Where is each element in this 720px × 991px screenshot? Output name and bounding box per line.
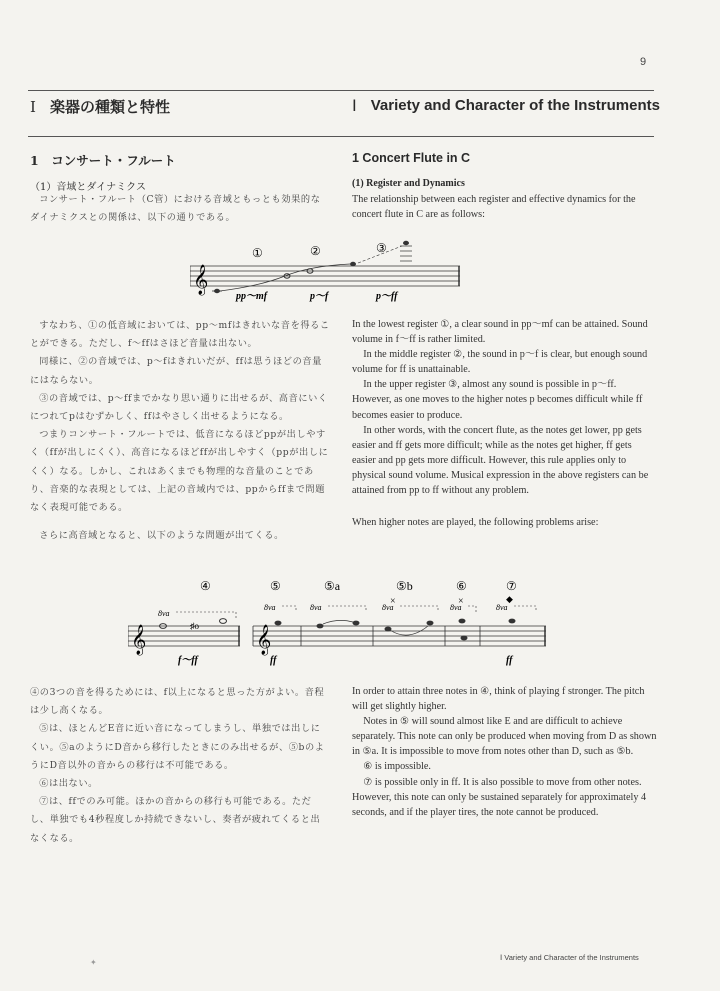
- ja-chapter-title: [30, 96, 170, 117]
- en-chapter-title: [352, 96, 661, 116]
- en-register-para-2: In the middle register ②, the sound in p～f is clear, but enough sound volume for ff is unattainable.: [352, 349, 648, 376]
- en-high-para-2: Notes in ⑤ will sound almost like E and are difficult to achieve separately. This note can only be produced when moving from D as shown in ⑤a. It is impossible to move from notes other than D, such as ⑤b.: [352, 716, 657, 758]
- high-register-staff: [128, 574, 548, 670]
- ja-lead-text: さらに高音域となると、以下のような問題が出てくる。: [39, 530, 284, 541]
- notes-5: [275, 621, 282, 626]
- ja-register-para-2: 同様に、②の音域では、p～fはきれいだが、ffは思うほどの音量にはならない。: [30, 356, 322, 386]
- en-high-para-4: ⑦ is possible only in ff. It is also possible to move from other notes. However, this note can only be sustained separately for approximately 4 seconds, and if the player tires, the note cannot be produced.: [352, 776, 647, 818]
- staff-lines: [190, 266, 460, 286]
- ottava-6: 8va: [496, 603, 508, 612]
- mark-4: ④: [200, 579, 211, 593]
- en-register-para-4: In other words, with the concert flute, as the notes get lower, pp gets easier and ff gets more difficult; while as the notes get higher, ff gets easier and pp gets more difficult. However, this rule applies only to physical sound volume. Musical expression in the above registers can be attained from pp to ff without any problem.: [352, 424, 649, 497]
- ottava-5: 8va: [450, 603, 462, 612]
- en-lead-text: When higher notes are played, the following problems arise:: [352, 517, 599, 528]
- ja-chapter-roman: Ⅰ: [30, 98, 36, 116]
- mark-5a: ⑤a: [324, 579, 341, 593]
- svg-text:×: ×: [390, 596, 396, 607]
- en-subsection-title: (1) Register and Dynamics: [352, 178, 465, 189]
- treble-clef-icon: 𝄞: [193, 265, 209, 294]
- ja-high-para-4: ⑦は、ffでのみ可能。ほかの音からの移行も可能である。ただし、単独でも4秒程度しか持続できないし、奏者が疲れてくると出なくなる。: [30, 796, 321, 844]
- notes-6: [458, 596, 468, 640]
- ja-high-para-1: ④の3つの音を得るためには、f以上になると思った方がよい。音程は少し高くなる。: [30, 687, 325, 717]
- note-high-1: [350, 262, 356, 266]
- en-intro-text: The relationship between each register and effective dynamics for the concert flute in C are as follows:: [352, 194, 636, 221]
- note-high-2: [403, 241, 409, 245]
- ottava-4: 8va: [382, 603, 394, 612]
- mark-6: ⑥: [456, 579, 467, 593]
- ottava-marks: [158, 603, 508, 618]
- mark-5b: ⑤b: [396, 579, 413, 593]
- ledger-lines-high: [400, 246, 412, 261]
- en-lead: [352, 515, 657, 530]
- en-intro: [352, 192, 657, 222]
- register-mark-3: ③: [376, 241, 387, 255]
- dynamic-5: ff: [270, 655, 277, 666]
- en-high-para-3: ⑥ is impossible.: [363, 761, 431, 773]
- note-low: [214, 289, 220, 293]
- svg-text:◆: ◆: [506, 594, 513, 604]
- bottom-rule: [28, 136, 654, 137]
- running-footer: Ⅰ Variety and Character of the Instruments: [500, 953, 639, 962]
- ja-high-para-2: ⑤は、ほとんどE音に近い音になってしまうし、単独では出しにくい。⑤aのようにD音から移行したときにのみ出せるが、⑤bのようにD音以外の音からの移行は不可能である。: [30, 723, 325, 771]
- ottava-1: 8va: [158, 609, 170, 618]
- mark-7: ⑦: [506, 579, 517, 593]
- en-register-para-1: In the lowest register ①, a clear sound in pp～mf can be attained. Sound volume in f～ff is rather limited.: [352, 319, 648, 346]
- treble-clef-icon-2: 𝄞: [131, 625, 147, 654]
- mark-5: ⑤: [270, 579, 281, 593]
- notes-4: [160, 619, 227, 631]
- ja-intro-text: コンサート・フルート（C管）における音域ともっとも効果的なダイナミクスとの関係は、以下の通りである。: [30, 194, 321, 224]
- register-mark-1: ①: [252, 246, 263, 260]
- ja-register-para-1: すなわち、①の低音域においては、pp～mfはきれいな音を得ることができる。ただし、f～ffはさほど音量は出ない。: [30, 320, 330, 350]
- en-chapter-roman: Ⅰ: [352, 98, 357, 115]
- en-register-text: [352, 317, 657, 498]
- ja-register-text: [30, 317, 330, 517]
- svg-text:♯o: ♯o: [190, 621, 199, 631]
- dynamic-range-2: p～f: [310, 291, 329, 302]
- treble-clef-icon-3: 𝄞: [256, 625, 272, 654]
- register-staff: [190, 236, 470, 304]
- en-section-title: 1 Concert Flute in C: [352, 151, 471, 165]
- dynamic-range-1: pp～mf: [236, 291, 268, 302]
- dynamic-range-3: p～ff: [376, 291, 398, 302]
- register-mark-2: ②: [310, 244, 321, 258]
- ja-subsection-title: （1）音域とダイナミクス: [30, 182, 147, 193]
- svg-text:×: ×: [458, 596, 464, 607]
- ja-register-para-4: つまりコンサート・フルートでは、低音になるほどppが出しやすく（ffが出しにくく）、高音になるほどffが出しやすく（ppが出しにくく）なる。しかし、これはあくまでも物理的な音量のことであり、音楽的な表現としては、上記の音域内では、ppからffまで問題なく表現可能である。: [30, 429, 329, 514]
- en-chapter-text: Variety and Character of the Instruments: [370, 97, 660, 114]
- ottava-2: 8va: [264, 603, 276, 612]
- dynamic-7: ff: [506, 655, 513, 666]
- ja-intro: [30, 191, 330, 227]
- en-high-para-1: In order to attain three notes in ④, think of playing f stronger. The pitch will get slightly higher.: [352, 686, 645, 713]
- ja-lead: [30, 527, 330, 545]
- ja-section-title: 1 コンサート・フルート: [30, 153, 176, 168]
- ja-register-para-3: ③の音域では、p～ffまでかなり思い通りに出せるが、高音にいくにつれてpはむずかしく、ffはやさしく出せるようになる。: [30, 392, 328, 423]
- ottava-lines: [176, 606, 536, 618]
- notes-5b: [385, 596, 434, 635]
- page-number: 9: [640, 56, 647, 68]
- decorative-mark-icon: ✦: [90, 958, 97, 967]
- en-high-register-text: [352, 684, 657, 820]
- ja-high-para-3: ⑥は出ない。: [39, 778, 98, 790]
- notes-5a: [317, 620, 360, 628]
- ottava-3: 8va: [310, 603, 322, 612]
- dynamic-4: f～ff: [178, 655, 198, 666]
- en-register-para-3: In the upper register ③, almost any sound is possible in p～ff. However, as one moves to the higher notes p becomes difficult while ff becomes easier to produce.: [352, 379, 643, 421]
- ja-high-register-text: [30, 684, 330, 848]
- ja-chapter-text: 楽器の種類と特性: [49, 98, 170, 116]
- top-rule: [28, 90, 654, 91]
